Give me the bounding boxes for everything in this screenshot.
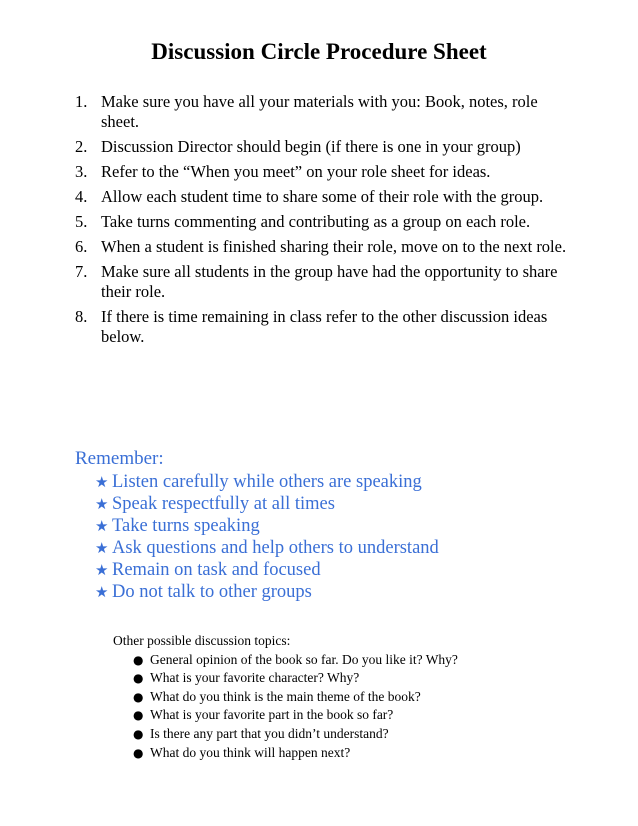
bullet-icon: ● [133, 708, 144, 723]
procedure-step [75, 162, 575, 182]
remember-rule [95, 581, 595, 603]
topic-item [133, 744, 593, 763]
step-number: 7. [75, 262, 88, 281]
topics-heading: Other possible discussion topics: [113, 633, 291, 648]
page-title: Discussion Circle Procedure Sheet [151, 39, 487, 64]
topic-text: Is there any part that you didn’t understand? [150, 725, 389, 741]
step-text: Make sure all students in the group have had the opportunity to share their role. [101, 262, 558, 301]
remember-rules-list [75, 471, 595, 603]
bullet-icon: ● [133, 689, 144, 704]
star-icon: ★ [95, 517, 109, 535]
step-text: Discussion Director should begin (if there is one in your group) [101, 137, 521, 156]
bullet-icon: ● [133, 671, 144, 686]
star-icon: ★ [95, 539, 109, 557]
procedure-step [75, 262, 575, 302]
procedure-step [75, 187, 575, 207]
topic-text: What do you think will happen next? [150, 744, 351, 760]
rule-text: Take turns speaking [112, 516, 260, 536]
step-text: When a student is finished sharing their role, move on to the next role. [101, 237, 567, 256]
step-number: 2. [75, 137, 88, 156]
procedure-steps-list [75, 92, 575, 352]
topic-item [133, 725, 593, 744]
rule-text: Speak respectfully at all times [112, 494, 335, 514]
step-text: Take turns commenting and contributing as a group on each role. [101, 212, 531, 231]
remember-rule [95, 471, 595, 493]
step-text: Allow each student time to share some of their role with the group. [101, 187, 544, 206]
rule-text: Listen carefully while others are speaking [112, 472, 422, 492]
bullet-icon: ● [133, 726, 144, 741]
procedure-step [75, 92, 575, 132]
procedure-step [75, 212, 575, 232]
topic-text: What is your favorite character? Why? [150, 670, 360, 686]
step-text: If there is time remaining in class refer to the other discussion ideas below. [101, 307, 548, 346]
topics-list [113, 651, 593, 763]
bullet-icon: ● [133, 745, 144, 760]
remember-rule [95, 493, 595, 515]
remember-rule [95, 515, 595, 537]
step-text: Make sure you have all your materials with you: Book, notes, role sheet. [101, 92, 538, 131]
star-icon: ★ [95, 583, 109, 601]
remember-rule [95, 537, 595, 559]
topic-item [133, 651, 593, 670]
step-number: 1. [75, 92, 88, 111]
topic-item [133, 688, 593, 707]
step-text: Refer to the “When you meet” on your role sheet for ideas. [101, 162, 491, 181]
step-number: 8. [75, 307, 88, 326]
topic-text: What do you think is the main theme of the book? [150, 688, 421, 704]
step-number: 4. [75, 187, 88, 206]
remember-heading: Remember: [75, 448, 164, 469]
step-number: 5. [75, 212, 88, 231]
procedure-step [75, 307, 575, 347]
bullet-icon: ● [133, 652, 144, 667]
step-number: 3. [75, 162, 88, 181]
rule-text: Do not talk to other groups [112, 582, 312, 602]
rule-text: Remain on task and focused [112, 560, 321, 580]
star-icon: ★ [95, 561, 109, 579]
discussion-topics-section [113, 632, 593, 762]
procedure-step [75, 237, 575, 257]
step-number: 6. [75, 237, 88, 256]
remember-section [75, 447, 595, 603]
procedure-step [75, 137, 575, 157]
topic-item [133, 706, 593, 725]
topic-item [133, 669, 593, 688]
topic-text: General opinion of the book so far. Do you like it? Why? [150, 651, 458, 667]
topic-text: What is your favorite part in the book so far? [150, 707, 394, 723]
star-icon: ★ [95, 495, 109, 513]
remember-rule [95, 559, 595, 581]
rule-text: Ask questions and help others to understand [112, 538, 439, 558]
star-icon: ★ [95, 473, 109, 491]
